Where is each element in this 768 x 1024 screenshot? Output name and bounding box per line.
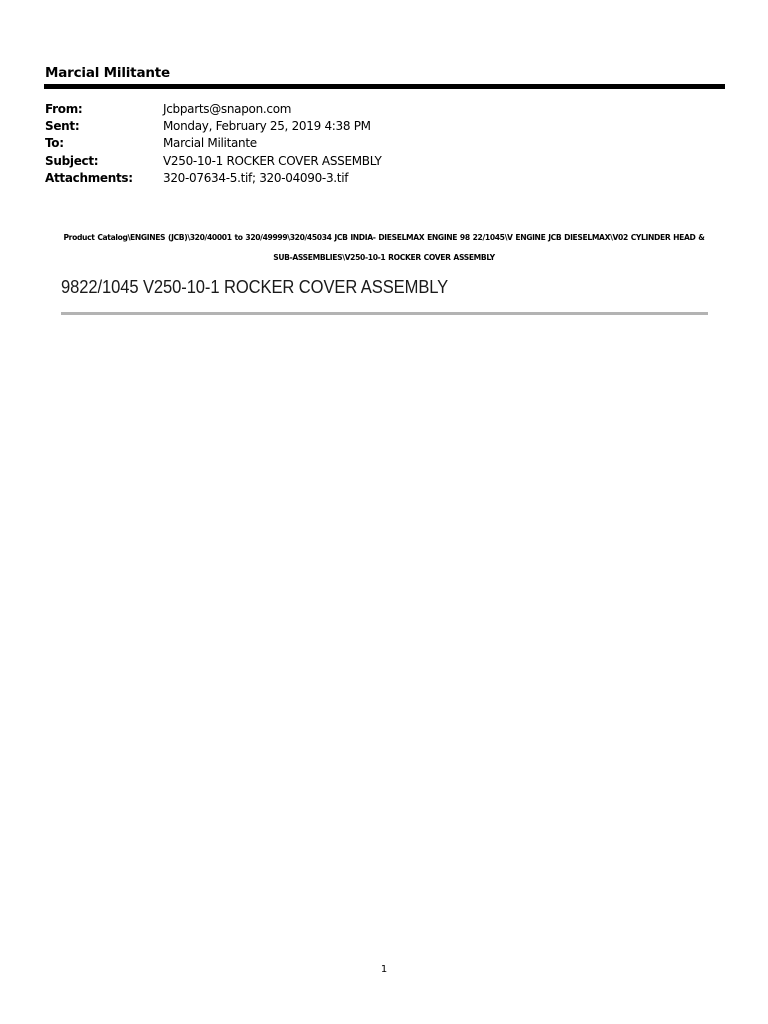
email-from-value: Jcbparts@snapon.com bbox=[163, 102, 292, 116]
email-subject-label: Subject: bbox=[45, 153, 99, 168]
email-attachments-value: 320-07634-5.tif; 320-04090-3.tif bbox=[163, 170, 349, 185]
page-number: 1 bbox=[380, 964, 388, 975]
email-to-value: Marcial Militante bbox=[163, 136, 257, 151]
email-attachments-row bbox=[45, 170, 382, 187]
email-from-label: From: bbox=[45, 102, 83, 116]
header-divider bbox=[44, 84, 725, 89]
email-sent-label: Sent: bbox=[45, 119, 80, 134]
title-divider bbox=[61, 312, 708, 315]
breadcrumb-line-1: Product Catalog\ENGINES (JCB)\320/40001 to 320/49999\320/45034 JCB INDIA- DIESELMAX ENGINE 98 22/1045\V ENGINE JCB DIESELMAX\V02 CYLINDER HEAD & bbox=[63, 233, 705, 242]
email-to-row bbox=[45, 135, 382, 152]
email-sent-row bbox=[45, 118, 382, 135]
mailbox-owner-name: Marcial Militante bbox=[45, 65, 170, 81]
email-from-row bbox=[45, 101, 382, 118]
email-to-label: To: bbox=[45, 136, 64, 151]
email-subject-row bbox=[45, 153, 382, 170]
catalog-breadcrumb bbox=[40, 228, 728, 268]
email-subject-value: V250-10-1 ROCKER COVER ASSEMBLY bbox=[163, 153, 382, 168]
document-title: 9822/1045 V250-10-1 ROCKER COVER ASSEMBLY bbox=[61, 277, 449, 297]
email-sent-value: Monday, February 25, 2019 4:38 PM bbox=[163, 119, 371, 134]
email-header-block bbox=[45, 101, 382, 187]
breadcrumb-line-2: SUB-ASSEMBLIES\V250-10-1 ROCKER COVER ASSEMBLY bbox=[273, 253, 495, 262]
email-attachments-label: Attachments: bbox=[45, 170, 133, 185]
